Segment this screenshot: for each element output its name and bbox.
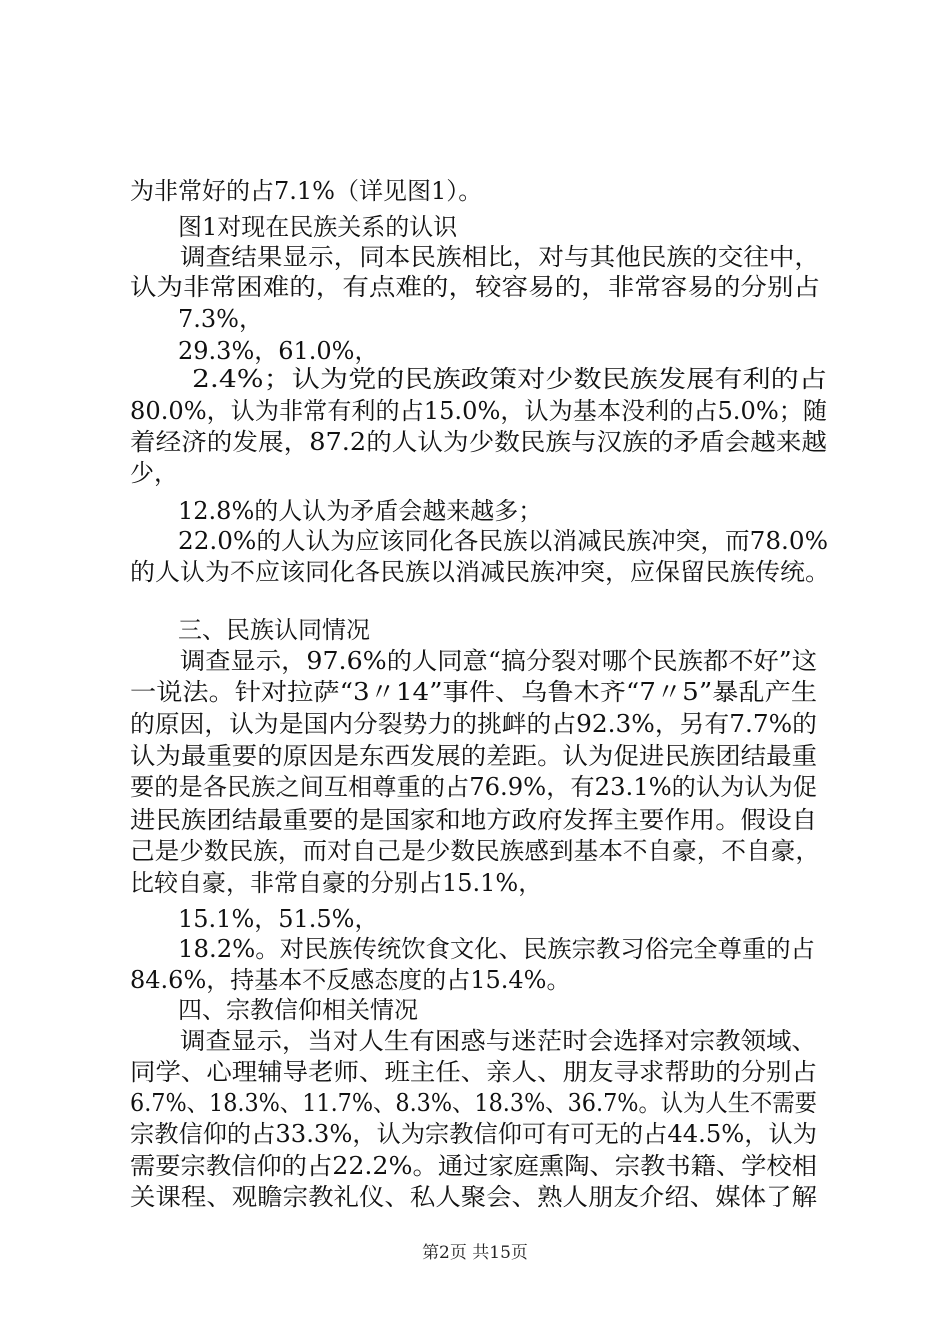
body-line: 关课程、观瞻宗教礼仪、私人聚会、熟人朋友介绍、媒体了解 xyxy=(130,1183,818,1211)
body-line: 宗教信仰的占33.3%，认为宗教信仰可有可无的占44.5%，认为 xyxy=(130,1120,818,1148)
body-line: 6.7%、18.3%、11.7%、8.3%、18.3%、36.7%。认为人生不需要 xyxy=(130,1089,817,1117)
body-line: 12.8%的人认为矛盾会越来越多； xyxy=(178,497,543,525)
body-line: 四、宗教信仰相关情况 xyxy=(178,996,418,1024)
body-line: 2.4%；认为党的民族政策对少数民族发展有利的占 xyxy=(192,365,828,393)
body-line: 84.6%，持基本不反感态度的占15.4%。 xyxy=(130,966,571,994)
body-line: 认为最重要的原因是东西发展的差距。认为促进民族团结最重 xyxy=(130,742,818,770)
body-line: 80.0%，认为非常有利的占15.0%，认为基本没利的占5.0%；随 xyxy=(130,397,828,425)
body-line: 15.1%，51.5%， xyxy=(178,905,379,933)
body-line: 需要宗教信仰的占22.2%。通过家庭熏陶、宗教书籍、学校相 xyxy=(130,1152,818,1180)
body-line: 7.3%， xyxy=(178,305,263,333)
page-footer: 第2页 共15页 xyxy=(422,1243,528,1263)
body-line: 调查显示，当对人生有困惑与迷茫时会选择对宗教领域、 xyxy=(180,1027,818,1055)
body-line: 调查结果显示，同本民族相比，对与其他民族的交往中， xyxy=(180,243,821,271)
body-line: 着经济的发展，87.2的人认为少数民族与汉族的矛盾会越来越 xyxy=(130,428,828,456)
body-line: 为非常好的占7.1%（详见图1）。 xyxy=(130,177,483,205)
body-line: 要的是各民族之间互相尊重的占76.9%，有23.1%的认为认为促 xyxy=(130,773,818,801)
body-line: 进民族团结最重要的是国家和地方政府发挥主要作用。假设自 xyxy=(130,806,818,834)
body-line: 18.2%。对民族传统饮食文化、民族宗教习俗完全尊重的占 xyxy=(178,935,815,963)
body-line: 29.3%，61.0%， xyxy=(178,337,379,365)
body-line: 一说法。针对拉萨“3〃14”事件、乌鲁木齐“7〃5”暴乱产生 xyxy=(130,678,818,706)
body-line: 少， xyxy=(130,459,178,487)
body-line: 图1对现在民族关系的认识 xyxy=(178,213,458,241)
body-line: 认为非常困难的，有点难的，较容易的，非常容易的分别占 xyxy=(130,273,821,301)
body-line: 调查显示，97.6%的人同意“搞分裂对哪个民族都不好”这 xyxy=(180,647,818,675)
body-line: 己是少数民族，而对自己是少数民族感到基本不自豪，不自豪， xyxy=(130,837,821,865)
body-line: 同学、心理辅导老师、班主任、亲人、朋友寻求帮助的分别占 xyxy=(130,1058,818,1086)
body-line: 三、民族认同情况 xyxy=(178,616,370,644)
body-line: 比较自豪，非常自豪的分别占15.1%， xyxy=(130,869,543,897)
body-line: 的人认为不应该同化各民族以消减民族冲突，应保留民族传统。 xyxy=(130,558,831,586)
body-line: 22.0%的人认为应该同化各民族以消减民族冲突，而78.0% xyxy=(178,527,829,555)
body-line: 的原因，认为是国内分裂势力的挑衅的占92.3%，另有7.7%的 xyxy=(130,710,817,738)
